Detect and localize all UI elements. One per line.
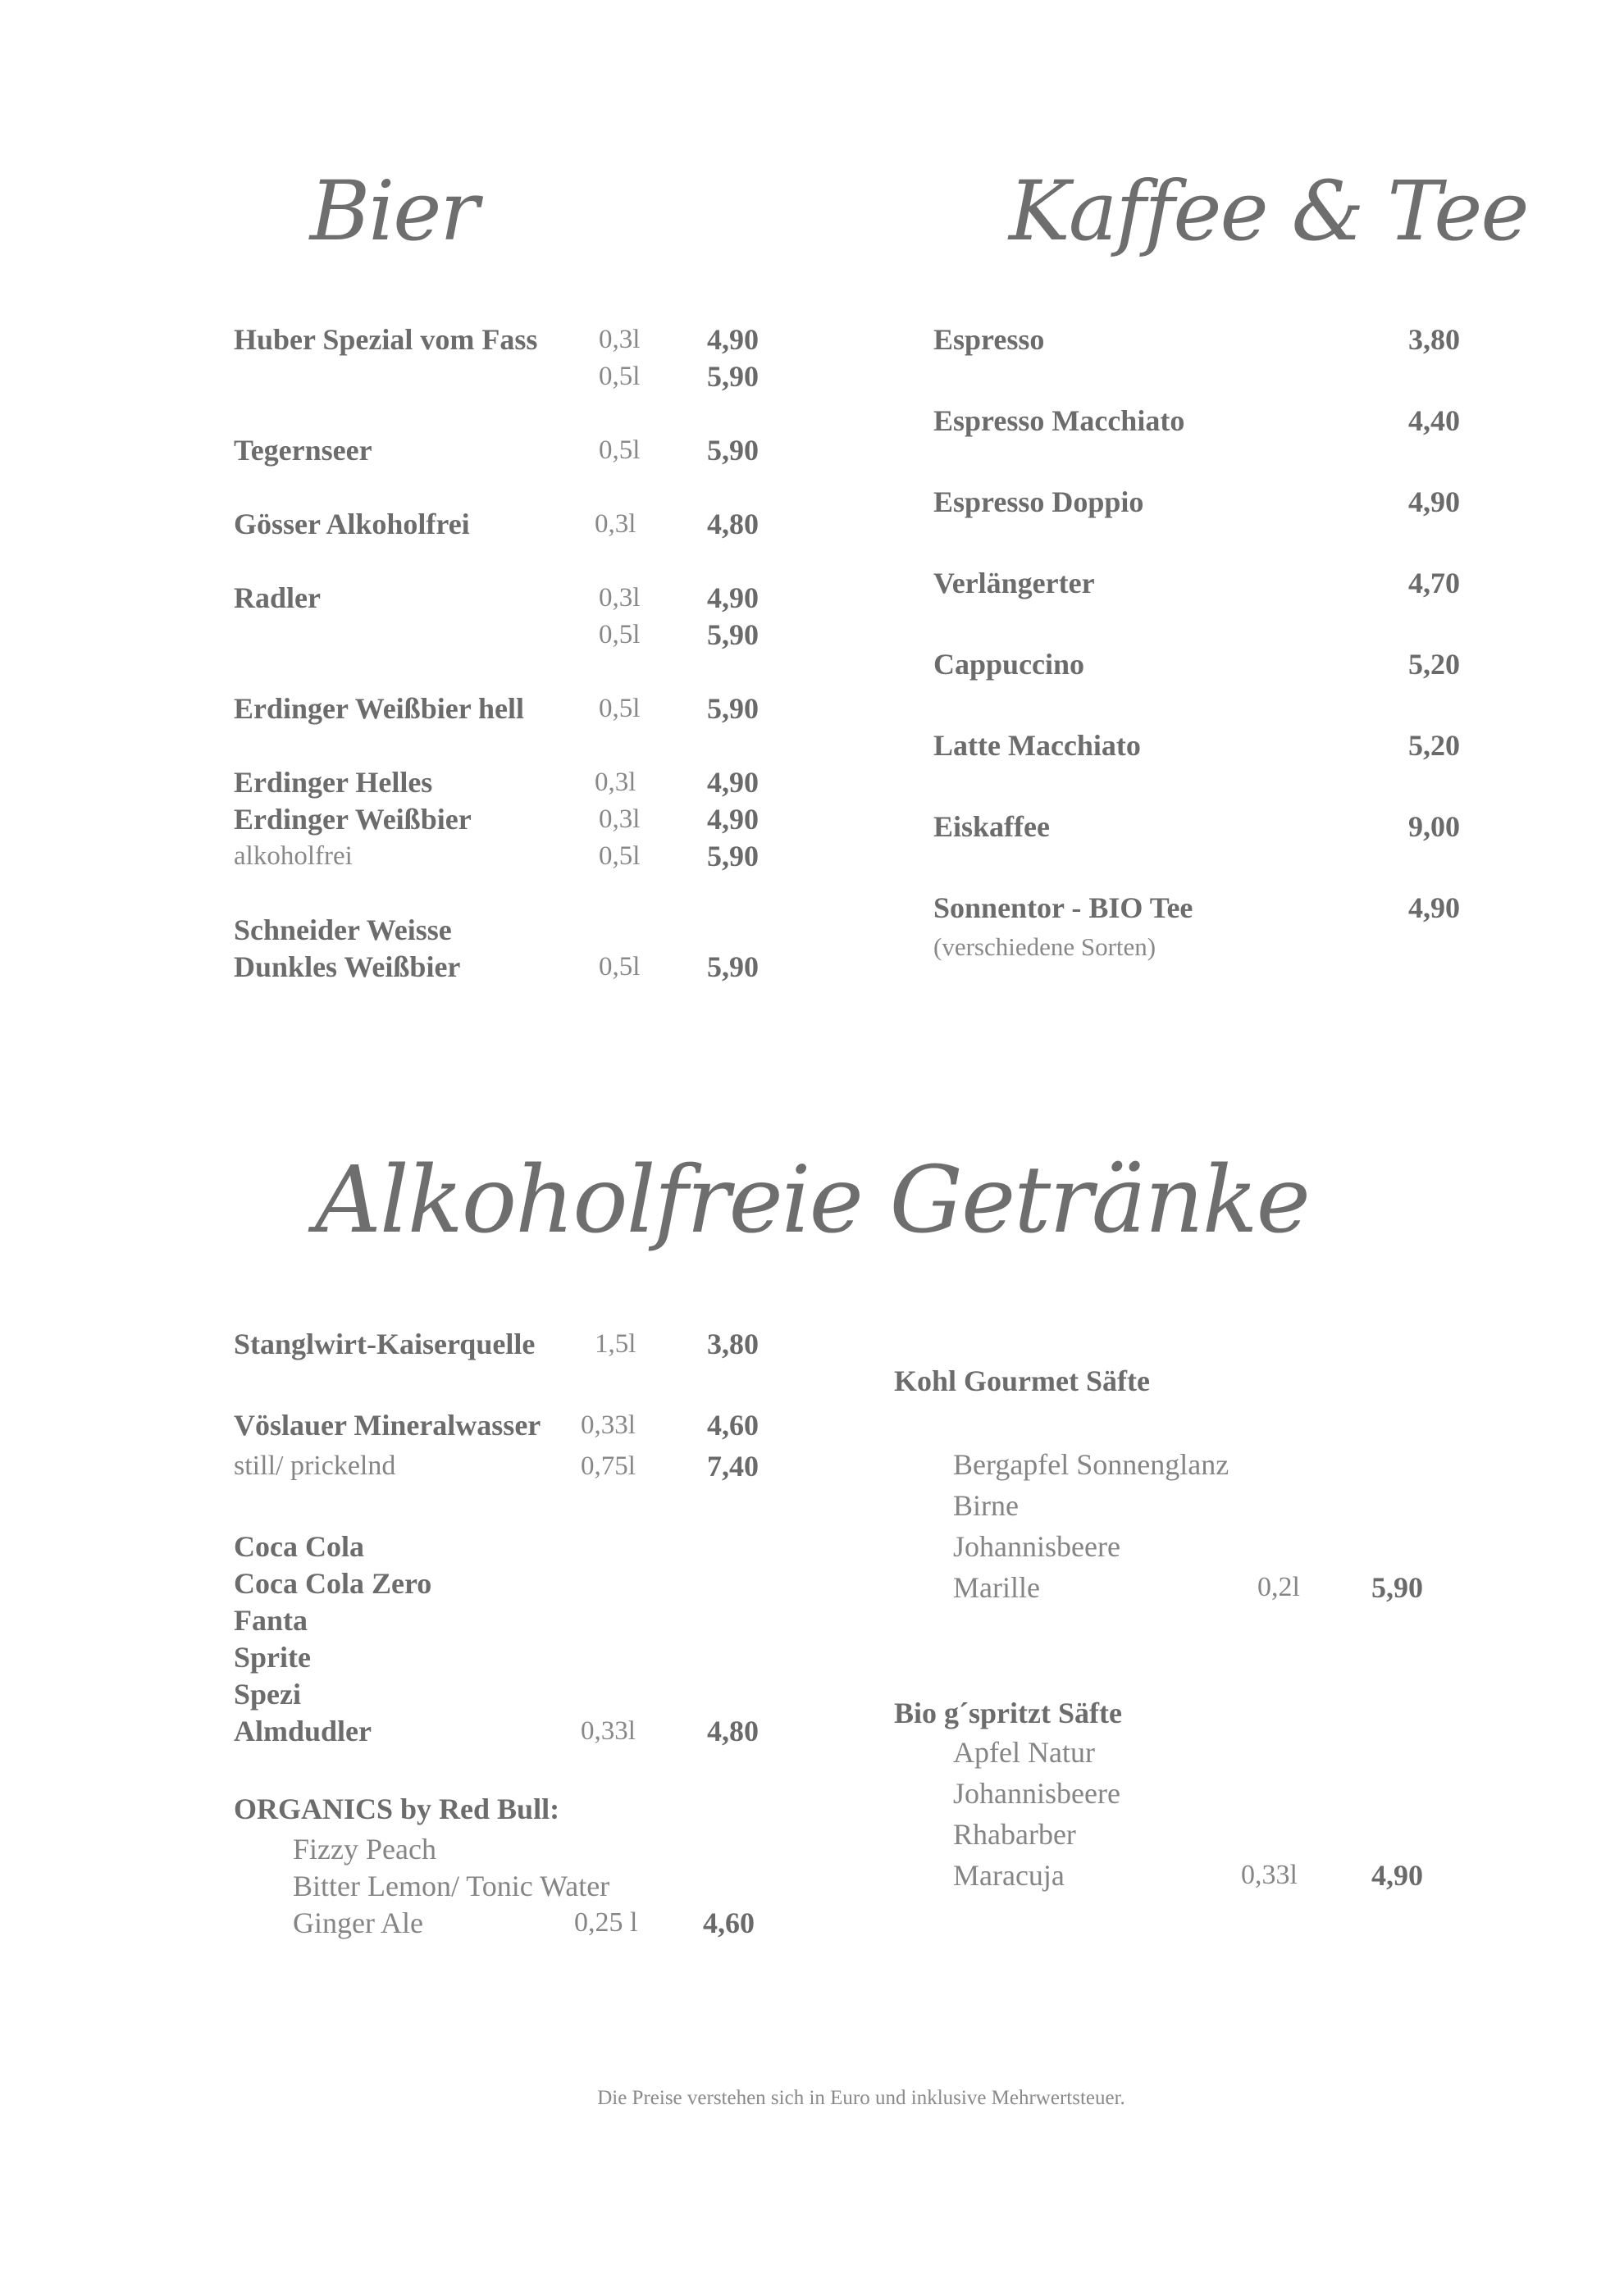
item-price: 5,90 bbox=[1371, 1571, 1423, 1604]
item-name: Espresso Doppio bbox=[933, 485, 1144, 518]
item-size: 0,3l bbox=[595, 509, 636, 539]
item-size: 0,3l bbox=[599, 804, 641, 834]
item-price: 4,90 bbox=[1408, 891, 1460, 924]
item-price: 4,40 bbox=[1408, 404, 1460, 437]
organics-item: Fizzy Peach bbox=[293, 1833, 436, 1866]
softdrink-name: Spezi bbox=[234, 1678, 302, 1711]
softdrink-name: Fanta bbox=[234, 1604, 308, 1637]
item-size: 0,5l bbox=[599, 435, 641, 465]
item-size: 0,5l bbox=[599, 620, 641, 649]
item-name: Erdinger Weißbier hell bbox=[234, 692, 525, 725]
heading-alkoholfreie-getraenke: Alkoholfreie Getränke bbox=[315, 1147, 1309, 1254]
item-price: 4,90 bbox=[707, 766, 759, 799]
item-size: 0,5l bbox=[599, 362, 641, 391]
heading-bier: Bier bbox=[309, 163, 478, 259]
item-name: Eiskaffee bbox=[933, 810, 1050, 843]
item-size: 0,2l bbox=[1257, 1572, 1300, 1602]
item-size: 0,3l bbox=[599, 325, 641, 354]
item-price: 5,20 bbox=[1408, 729, 1460, 762]
item-name: Gösser Alkoholfrei bbox=[234, 508, 470, 540]
item-name: Sonnentor - BIO Tee bbox=[933, 891, 1193, 924]
item-size: 0,5l bbox=[599, 841, 641, 871]
item-name: Dunkles Weißbier bbox=[234, 950, 461, 983]
item-name: Verlängerter bbox=[933, 567, 1095, 599]
organics-item: Ginger Ale bbox=[293, 1906, 423, 1939]
item-subtitle: (verschiedene Sorten) bbox=[933, 932, 1156, 961]
item-price: 5,90 bbox=[707, 618, 759, 651]
organics-item: Bitter Lemon/ Tonic Water bbox=[293, 1870, 610, 1902]
item-price: 4,80 bbox=[707, 508, 759, 540]
item-size: 0,33l bbox=[581, 1410, 636, 1440]
item-price: 4,90 bbox=[707, 581, 759, 614]
item-name: Vöslauer Mineralwasser bbox=[234, 1409, 541, 1442]
item-name: Erdinger Helles bbox=[234, 766, 433, 799]
item-name: Cappuccino bbox=[933, 648, 1085, 681]
item-size: 0,33l bbox=[1241, 1860, 1298, 1890]
item-name: Stanglwirt-Kaiserquelle bbox=[234, 1328, 536, 1360]
item-size: 0,33l bbox=[581, 1716, 636, 1746]
kohl-item: Johannisbeere bbox=[953, 1530, 1120, 1563]
softdrink-name: Coca Cola bbox=[234, 1530, 364, 1563]
bio-item: Johannisbeere bbox=[953, 1777, 1120, 1810]
item-name: Erdinger Weißbier bbox=[234, 803, 472, 836]
item-price: 5,90 bbox=[707, 692, 759, 725]
item-price: 4,60 bbox=[707, 1409, 759, 1442]
bio-item: Maracuja bbox=[953, 1859, 1065, 1892]
item-size: 0,25 l bbox=[574, 1907, 638, 1938]
item-size: 0,3l bbox=[595, 768, 636, 797]
item-size: 0,75l bbox=[581, 1451, 636, 1481]
bio-item: Rhabarber bbox=[953, 1818, 1076, 1851]
organics-title: ORGANICS by Red Bull: bbox=[234, 1793, 560, 1825]
item-price: 7,40 bbox=[707, 1450, 759, 1483]
item-size: 1,5l bbox=[595, 1329, 636, 1359]
item-name: Espresso Macchiato bbox=[933, 404, 1185, 437]
item-name: Schneider Weisse bbox=[234, 913, 452, 946]
item-name: Latte Macchiato bbox=[933, 729, 1141, 762]
footer-note: Die Preise verstehen sich in Euro und inklusive Mehrwertsteuer. bbox=[597, 2087, 1125, 2109]
item-price: 3,80 bbox=[707, 1328, 759, 1360]
item-price: 5,20 bbox=[1408, 648, 1460, 681]
item-name: Espresso bbox=[933, 323, 1045, 356]
item-size: 0,5l bbox=[599, 694, 641, 723]
item-name: Tegernseer bbox=[234, 434, 372, 467]
item-name: Radler bbox=[234, 581, 321, 614]
softdrink-name: Coca Cola Zero bbox=[234, 1567, 432, 1600]
softdrink-name: Almdudler bbox=[234, 1715, 372, 1747]
kohl-item: Bergapfel Sonnenglanz bbox=[953, 1448, 1229, 1481]
item-price: 4,60 bbox=[703, 1906, 755, 1939]
kohl-title: Kohl Gourmet Säfte bbox=[894, 1364, 1150, 1397]
item-size: 0,3l bbox=[599, 583, 641, 613]
item-price: 5,90 bbox=[707, 360, 759, 393]
softdrink-name: Sprite bbox=[234, 1641, 311, 1674]
item-price: 9,00 bbox=[1408, 810, 1460, 843]
item-price: 4,80 bbox=[707, 1715, 759, 1747]
item-subtitle: alkoholfrei bbox=[234, 841, 353, 871]
item-price: 4,90 bbox=[1408, 485, 1460, 518]
bio-title: Bio g´spritzt Säfte bbox=[894, 1697, 1122, 1729]
item-price: 4,70 bbox=[1408, 567, 1460, 599]
item-subtitle: still/ prickelnd bbox=[234, 1451, 396, 1481]
item-price: 5,90 bbox=[707, 840, 759, 872]
item-price: 4,90 bbox=[707, 803, 759, 836]
item-size: 0,5l bbox=[599, 952, 641, 982]
item-price: 4,90 bbox=[1371, 1859, 1423, 1892]
item-price: 3,80 bbox=[1408, 323, 1460, 356]
heading-kaffee-tee: Kaffee & Tee bbox=[1009, 163, 1528, 259]
kohl-item: Marille bbox=[953, 1571, 1040, 1604]
kohl-item: Birne bbox=[953, 1489, 1019, 1522]
bio-item: Apfel Natur bbox=[953, 1736, 1095, 1769]
item-name: Huber Spezial vom Fass bbox=[234, 323, 538, 356]
item-price: 5,90 bbox=[707, 950, 759, 983]
item-price: 4,90 bbox=[707, 323, 759, 356]
item-price: 5,90 bbox=[707, 434, 759, 467]
